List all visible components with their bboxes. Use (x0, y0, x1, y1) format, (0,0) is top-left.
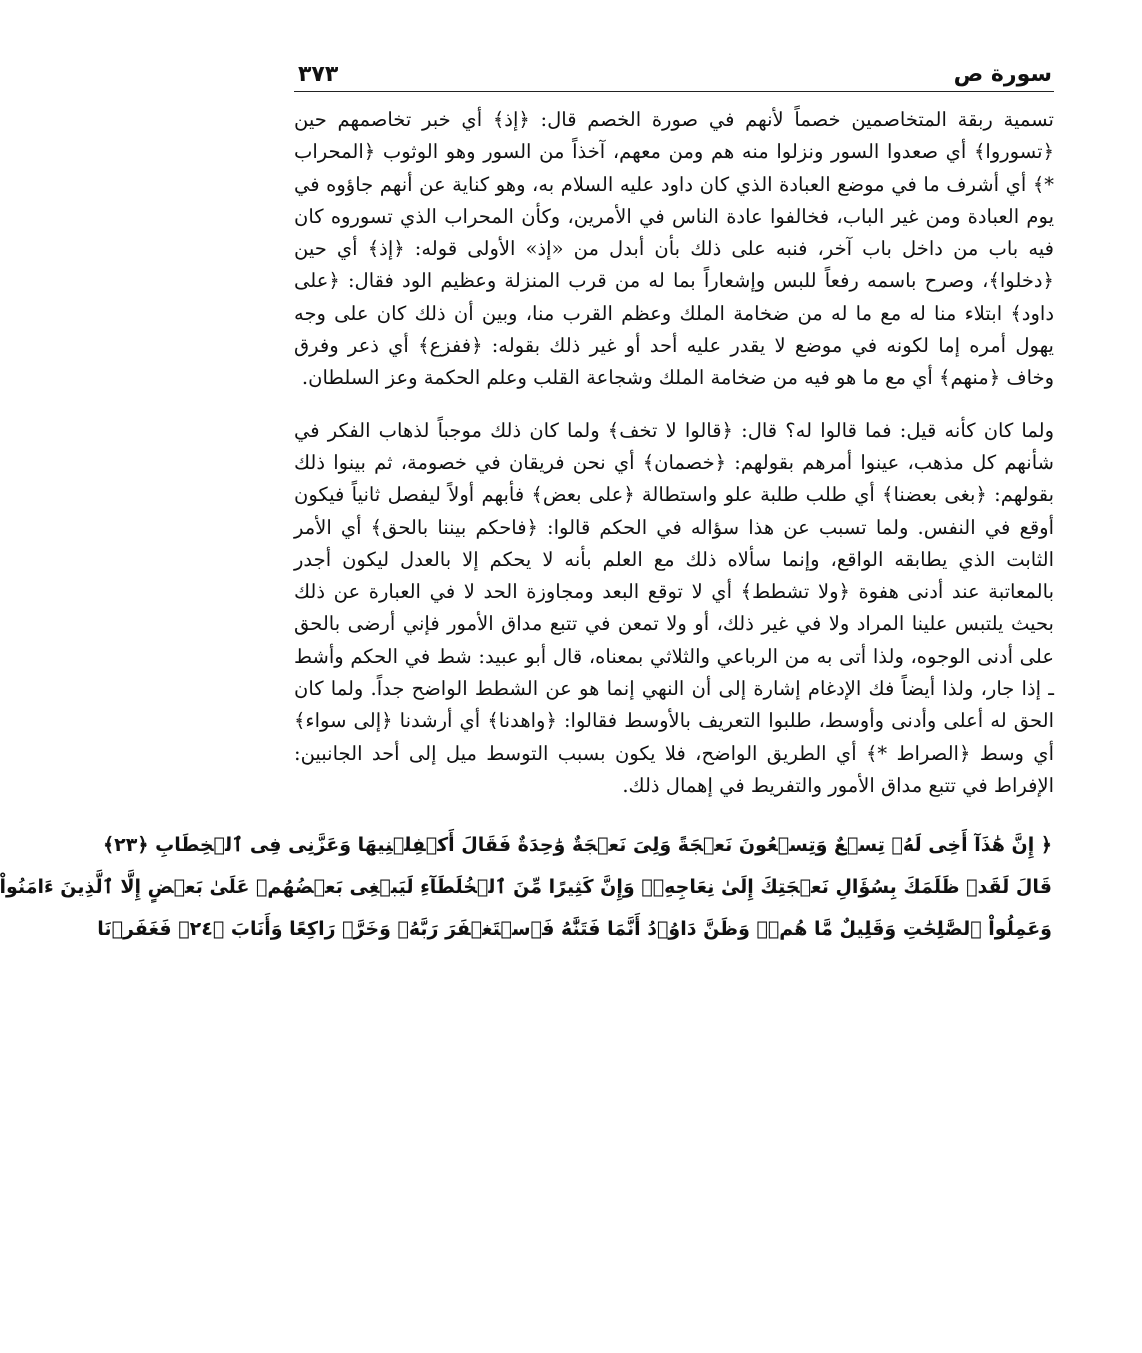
quran-verse-line-2: قَالَ لَقَدۡ ظَلَمَكَ بِسُؤَالِ نَعۡجَتِكَ إِلَىٰ نِعَاجِهِۦۖ وَإِنَّ كَثِيرًا مِّنَ ٱلۡخُلَطَآءِ لَيَبۡغِى بَعۡضُهُمۡ عَلَىٰ بَعۡضٍ إِلَّا ٱلَّذِينَ ءَامَنُواْ (0, 876, 1052, 899)
quran-verse-block (0, 824, 1054, 950)
quran-verse-line-3: وَعَمِلُواْ ٱلصَّٰلِحَٰتِ وَقَلِيلٌ مَّا هُمۡۗ وَظَنَّ دَاوُۥدُ أَنَّمَا فَتَنَّٰهُ فَٱسۡتَغۡفَرَ رَبَّهُۥ وَخَرَّۤ رَاكِعًا وَأَنَابَ ﴿٢٤﴾ فَغَفَرۡنَا (97, 918, 1052, 941)
page-number: ٣٧٣ (298, 62, 339, 87)
commentary-text (294, 104, 1054, 802)
commentary-paragraph-2: ولما كان كأنه قيل: فما قالوا له؟ قال: ﴿قالوا لا تخف﴾ ولما كان ذلك موجباً لذهاب الفكر في شأنهم كل مذهب، عينوا أمرهم بقولهم: ﴿خصمان﴾ أي نحن فريقان في خصومة، ثم بينوا ذلك بقولهم: ﴿بغى بعضنا﴾ أي طلب طلبة علو واستطالة ﴿على بعض﴾ فأبهم أولاً ليفصل ثانياً فيكون أوقع في النفس. ولما تسبب عن هذا سؤاله في الحكم قالوا: ﴿فاحكم بيننا بالحق﴾ أي الأمر الثابت الذي يطابقه الواقع، وإنما سألاه ذلك مع العلم بأنه لا يحكم إلا بالعدل ليكون أجدر بالمعاتبة عند أدنى هفوة ﴿ولا تشطط﴾ أي لا توقع البعد ومجاوزة الحد لا في العبارة عن ذلك بحيث يلتبس علينا المراد ولا في غير ذلك، أو ولا تمعن في تتبع مداق الأمور فإني أرضى بالحق على أدنى الوجوه، ولذا أتى به من الرباعي والثلاثي بمعناه، قال أبو عبيد: شط في الحكم وأشط ـ إذا جار، ولذا أيضاً فك الإدغام إشارة إلى أن النهي إنما هو عن الشطط الواضح جداً. ولما كان الحق له أعلى وأدنى وأوسط، طلبوا التعريف بالأوسط فقالوا: ﴿واهدنا﴾ أي أرشدنا ﴿إلى سواء﴾ أي وسط ﴿الصراط *﴾ أي الطريق الواضح، فلا يكون بسبب التوسط ميل إلى أحد الجانبين: الإفراط في تتبع مداق الأمور والتفريط في إهمال ذلك. (294, 418, 1054, 797)
commentary-paragraph-1: تسمية ربقة المتخاصمين خصماً لأنهم في صورة الخصم قال: ﴿إذ﴾ أي خبر تخاصمهم حين ﴿تسوروا﴾ أي صعدوا السور ونزلوا منه هم ومن معهم، آخذاً من السور وهو الوثوب ﴿المحراب *﴾ أي أشرف ما في موضع العبادة الذي كان داود عليه السلام به، وهو كناية عن أنهم جاؤوه في يوم العبادة ومن غير الباب، فخالفوا عادة الناس في الأمرين، وكأن المحراب الذي تسوروه كان فيه باب من داخل باب آخر، فنبه على ذلك بأن أبدل من «إذ» الأولى قوله: ﴿إذ﴾ أي حين ﴿دخلوا﴾، وصرح باسمه رفعاً للبس وإشعاراً بما له من قرب المنزلة وعظيم الود فقال: ﴿على داود﴾ ابتلاء منا له مع ما له من ضخامة الملك وعظم القرب منا، وبين أن ذلك كان على وجه يهول أمره إما لكونه في موضع لا يقدر عليه أحد أو غير ذلك بقوله: ﴿ففزع﴾ أي ذعر وفرق وخاف ﴿منهم﴾ أي مع ما هو فيه من ضخامة الملك وشجاعة القلب وعلم الحكمة وعز السلطان. (294, 108, 1054, 390)
page-header (294, 52, 1054, 92)
quran-verse-line-1: ﴿ إِنَّ هَٰذَآ أَخِى لَهُۥ تِسۡعٌ وَتِسۡعُونَ نَعۡجَةً وَلِىَ نَعۡجَةٌ وَٰحِدَةٌ فَقَالَ أَكۡفِلۡنِيهَا وَعَزَّنِى فِى ٱلۡخِطَابِ ﴿٢٣﴾ (103, 834, 1052, 857)
book-page (0, 52, 1054, 1312)
surah-title: سورة ص (953, 62, 1052, 87)
